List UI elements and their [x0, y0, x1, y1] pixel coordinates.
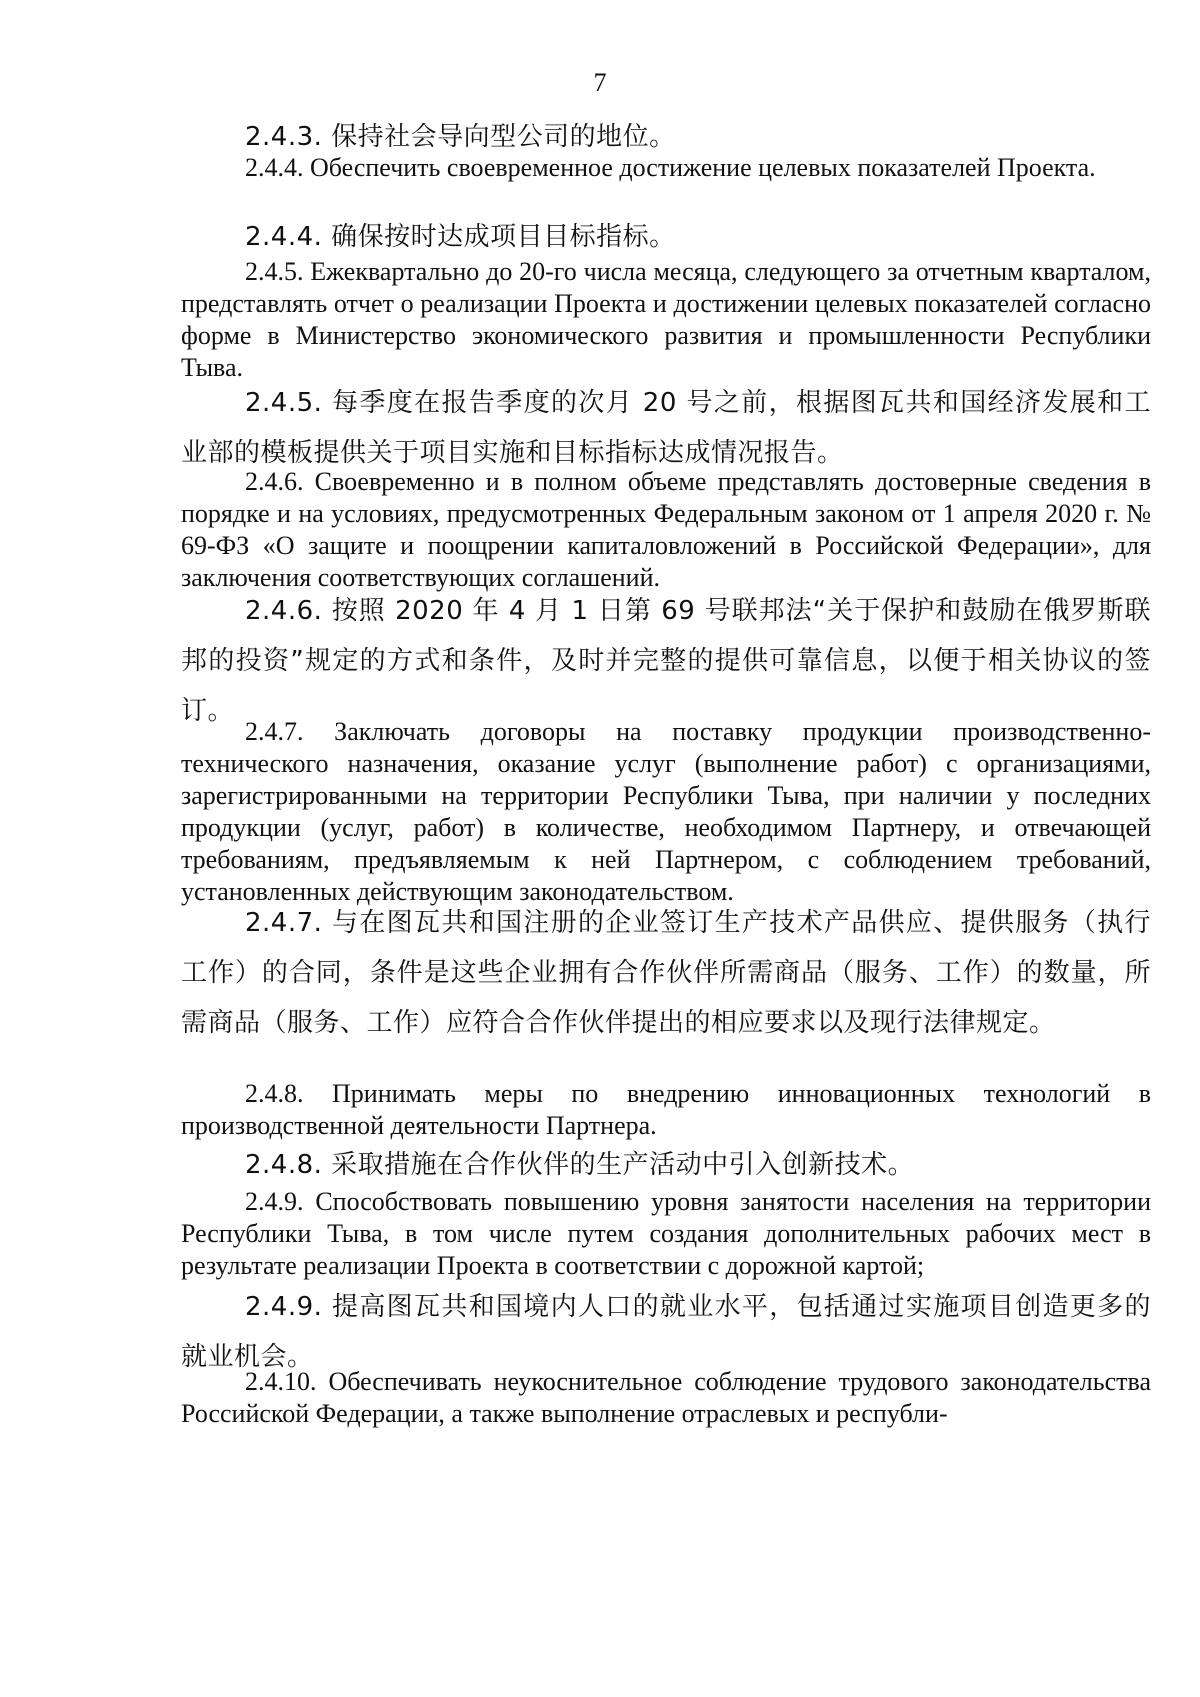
clause-2-4-5-zh: 2.4.5. 每季度在报告季度的次月 20 号之前，根据图瓦共和国经济发展和工业部的模板提供关于项目实施和目标指标达成情况报告。	[181, 388, 1151, 468]
clause-2-4-10-ru: 2.4.10. Обеспечивать неукоснительное соблюдение трудового законодательства Российской Федерации, а также выполнение отраслевых и республи-	[181, 1367, 1151, 1428]
clause-2-4-9-zh: 2.4.9. 提高图瓦共和国境内人口的就业水平，包括通过实施项目创造更多的就业机会。	[181, 1292, 1151, 1372]
clause-2-4-8-zh: 2.4.8. 采取措施在合作伙伴的生产活动中引入创新技术。	[245, 1150, 915, 1180]
clause-2-4-4-zh: 2.4.4. 确保按时达成项目目标指标。	[245, 222, 676, 252]
clause-2-4-8-ru: 2.4.8. Принимать меры по внедрению инновационных технологий в производственной деятельности Партнера.	[181, 1079, 1151, 1140]
clause-2-4-4-ru: 2.4.4. Обеспечить своевременное достижение целевых показателей Проекта.	[245, 153, 1096, 182]
clause-2-4-6-ru: 2.4.6. Своевременно и в полном объеме представлять достоверные сведения в порядке и на условиях, предусмотренных Федеральным законом от 1 апреля 2020 г. № 69-ФЗ «О защите и поощрении капиталовложений в Российской Федерации», для заключения соответствующих соглашений.	[181, 467, 1151, 592]
clause-2-4-9-ru: 2.4.9. Способствовать повышению уровня занятости населения на территории Республики Тыва, в том числе путем создания дополнительных рабочих мест в результате реализации Проекта в соответствии с дорожной картой;	[181, 1187, 1151, 1280]
clause-2-4-7-zh: 2.4.7. 与在图瓦共和国注册的企业签订生产技术产品供应、提供服务（执行工作）的合同，条件是这些企业拥有合作伙伴所需商品（服务、工作）的数量，所需商品（服务、工作）应符合合作伙伴提出的相应要求以及现行法律规定。	[181, 908, 1151, 1038]
clause-2-4-6-zh: 2.4.6. 按照 2020 年 4 月 1 日第 69 号联邦法“关于保护和鼓励在俄罗斯联邦的投资”规定的方式和条件，及时并完整的提供可靠信息，以便于相关协议的签订。	[181, 596, 1151, 726]
clause-2-4-7-ru: 2.4.7. Заключать договоры на поставку продукции производственно-технического назначения, оказание услуг (выполнение работ) с организациями, зарегистрированными на территории Республики Тыва, при наличии у последних продукции (услуг, работ) в количестве, необходимом Партнеру, и отвечающей требованиям, предъявляемым к ней Партнером, с соблюдением требований, установленных действующим законодательством.	[181, 717, 1151, 906]
clause-2-4-3-zh: 2.4.3. 保持社会导向型公司的地位。	[245, 122, 676, 152]
page-number: 7	[593, 68, 607, 97]
clause-2-4-5-ru: 2.4.5. Ежеквартально до 20-го числа месяца, следующего за отчетным кварталом, представлять отчет о реализации Проекта и достижении целевых показателей согласно форме в Министерство экономического развития и промышленности Республики Тыва.	[181, 257, 1151, 382]
